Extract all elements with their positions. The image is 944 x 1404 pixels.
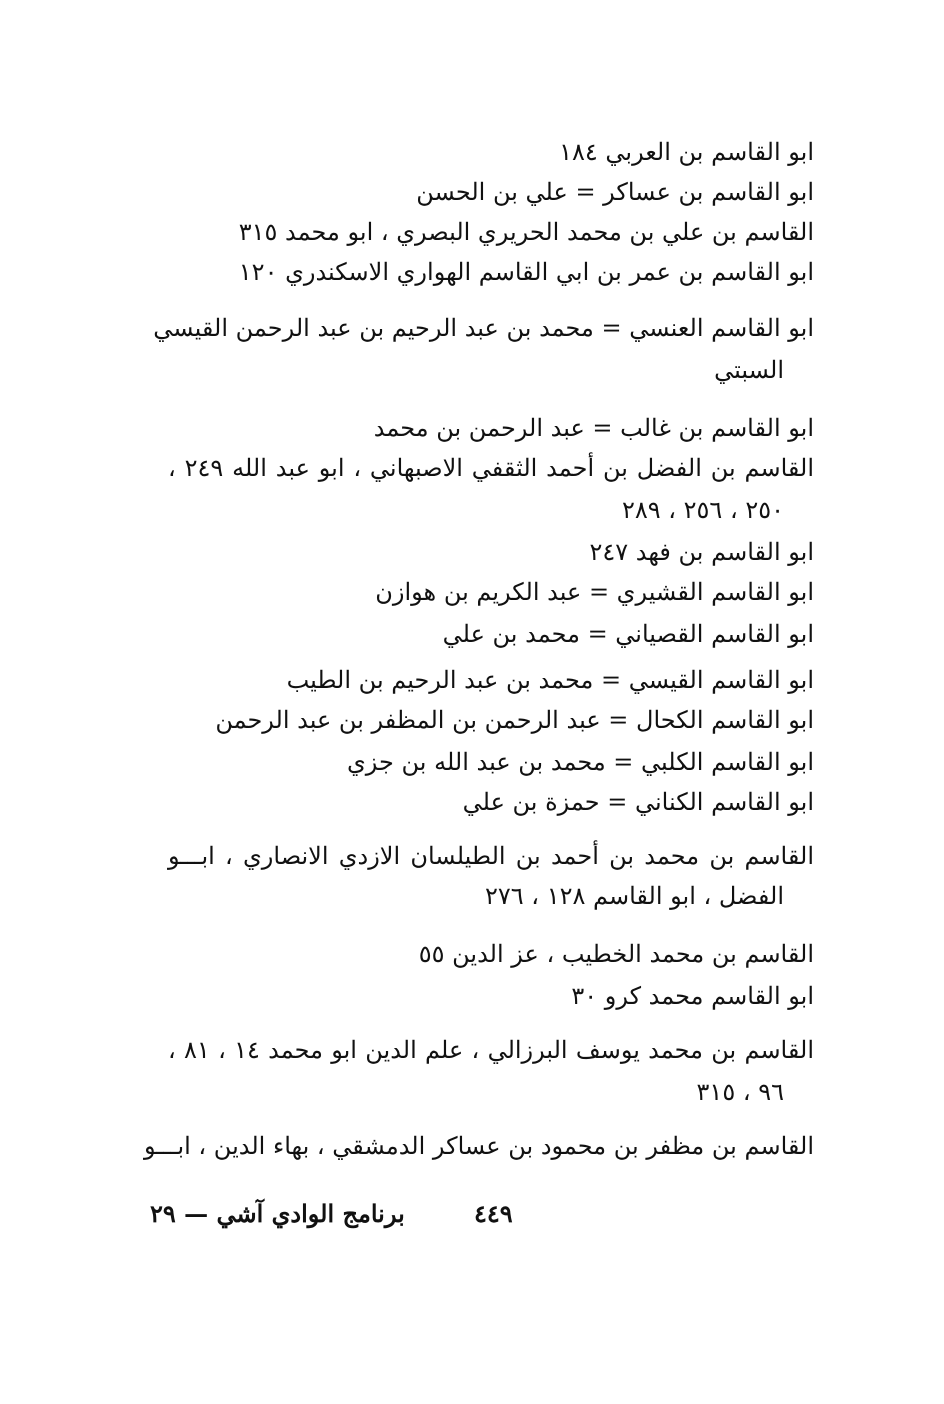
index-entry: ابو القاسم الكحال = عبد الرحمن بن المظفر بن عبد الرحمن	[215, 706, 814, 734]
index-entry: ابو القاسم العنسي = محمد بن عبد الرحيم بن عبد الرحمن القيسي	[153, 314, 814, 342]
index-entry: ابو القاسم القيسي = محمد بن عبد الرحيم بن الطيب	[286, 666, 814, 694]
index-entry: القاسم بن محمد الخطيب ، عز الدين ٥٥	[418, 940, 814, 968]
index-entry-continuation: ٢٥٠ ، ٢٥٦ ، ٢٨٩	[621, 496, 784, 524]
index-entry: ابو القاسم الكناني = حمزة بن علي	[462, 788, 814, 816]
index-entry: القاسم بن محمد يوسف البرزالي ، علم الدين ابو محمد ١٤ ، ٨١ ،	[168, 1036, 814, 1064]
index-entry: ابو القاسم بن غالب = عبد الرحمن بن محمد	[373, 414, 814, 442]
index-entry: ابو القاسم بن فهد ٢٤٧	[589, 538, 814, 566]
index-entry-continuation: ٩٦ ، ٣١٥	[696, 1078, 784, 1106]
index-entry-continuation: السبتي	[714, 356, 784, 384]
running-footer-title: برنامج الوادي آشي — ٢٩	[150, 1199, 405, 1228]
index-entry: ابو القاسم بن عساكر = علي بن الحسن	[416, 178, 814, 206]
index-entry: القاسم بن محمد بن أحمد بن الطيلسان الازدي الانصاري ، ابـــو	[168, 842, 814, 870]
index-entry: ابو القاسم محمد كرو ٣٠	[571, 982, 814, 1010]
index-entry: ابو القاسم القصياني = محمد بن علي	[442, 620, 814, 648]
index-entry: ابو القاسم الكلبي = محمد بن عبد الله بن جزي	[347, 748, 814, 776]
page-number: ٤٤٩	[474, 1199, 513, 1228]
index-entry: القاسم بن علي بن محمد الحريري البصري ، ابو محمد ٣١٥	[238, 218, 814, 246]
index-entry: ابو القاسم بن عمر بن ابي القاسم الهواري الاسكندري ١٢٠	[238, 258, 814, 286]
index-entry-continuation: الفضل ، ابو القاسم ١٢٨ ، ٢٧٦	[485, 882, 784, 910]
index-entry: ابو القاسم بن العربي ١٨٤	[559, 138, 814, 166]
index-entry: ابو القاسم القشيري = عبد الكريم بن هوازن	[375, 578, 814, 606]
index-entry: القاسم بن الفضل بن أحمد الثقفي الاصبهاني ، ابو عبد الله ٢٤٩ ،	[168, 454, 815, 482]
index-entry: القاسم بن مظفر بن محمود بن عساكر الدمشقي ، بهاء الدين ، ابـــو	[143, 1132, 814, 1160]
